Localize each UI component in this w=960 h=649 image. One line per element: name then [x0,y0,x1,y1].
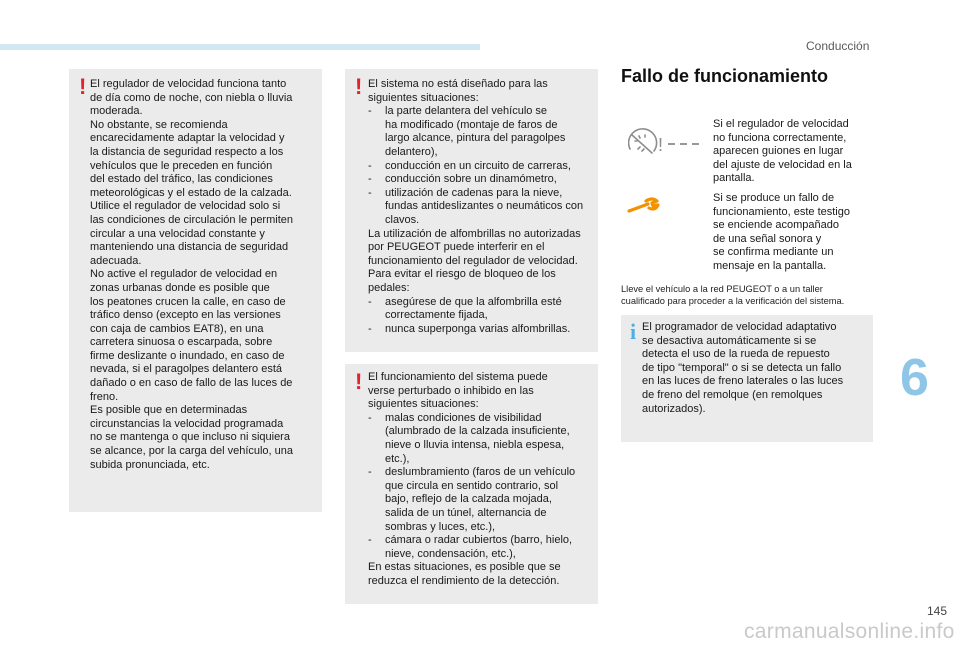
text-line: salida de un túnel, alternancia de [385,506,547,519]
text-line: delantero), [385,145,438,158]
text-line: encarecidamente adaptar la velocidad y [90,132,285,145]
page-number: 145 [927,604,948,618]
text-line: Es posible que en determinadas [90,404,248,417]
text-line: autorizados). [642,402,706,415]
text-line: correctamente fijada, [385,309,488,322]
text-line: conducción sobre un dinamómetro, [385,173,557,186]
speedometer-dashes-icon [628,127,704,159]
text-line: la parte delantera del vehículo se [385,105,548,118]
text-line: circunstancias la velocidad programada [90,417,284,430]
text-line: manteniendo una distancia de seguridad [90,241,289,254]
text-line: por PEUGEOT puede interferir en el [368,241,545,254]
text-line: con caja de cambios EAT8), en una [90,322,264,335]
text-line: largo alcance, pintura del paragolpes [385,132,566,145]
text-line: del ajuste de velocidad en la [713,158,852,171]
warning-box-cruise-conditions [69,69,322,512]
section-heading: Fallo de funcionamiento [621,66,829,86]
text-line: firme deslizante o inundado, en caso de [90,349,285,362]
text-line: las condiciones de circulación le permiten [90,213,293,226]
text-line: se enciende acompañado [713,219,839,232]
text-line: Utilice el regulador de velocidad solo si [90,200,281,213]
text-line: aparecen guiones en lugar [713,145,844,158]
header-color-bar [0,44,480,50]
text-line: subida pronunciada, etc. [90,458,210,471]
section-title: Conducción [806,39,870,53]
text-line: nevada, si el paragolpes delantero está [90,363,283,376]
text-line: sombras y luces, etc.), [385,520,496,533]
list-item: - malas condiciones de visibilidad (alumbrado de la calzada insuficiente, nieve o lluvia intensa, niebla espesa, etc.), [368,412,597,466]
text-line: de tipo "temporal" o si se detecta un fallo [642,361,842,374]
text-line: fundas antideslizantes o neumáticos con [385,200,584,213]
text-line: Lleve el vehículo a la red PEUGEOT o a un taller [621,284,823,294]
text-line: El funcionamiento del sistema puede [368,371,548,383]
text-line: clavos. [385,213,420,226]
text-line: asegúrese de que la alfombrilla esté [385,295,562,308]
text-line: El programador de velocidad adaptativo [642,321,837,333]
text-line: Si se produce un fallo de [713,192,835,204]
list-item: - conducción sobre un dinamómetro, [368,173,597,187]
list-item: - deslumbramiento (faros de un vehículo que circula en sentido contrario, sol bajo, reflejo de la calzada mojada, salida de un túnel, alternancia de sombras y luces, etc.), [368,466,597,534]
text-line: Si el regulador de velocidad [713,118,849,130]
warning-box-system-disruptions [345,364,598,604]
list-item: - la parte delantera del vehículo se ha modificado (montaje de faros de largo alcance, pintura del paragolpes delantero), [368,105,597,159]
text-line: siguientes situaciones: [368,398,479,411]
text-line: carretera sinuosa o escarpada, sobre [90,336,273,349]
text-line: ha modificado (montaje de faros de [385,118,558,131]
chapter-number: 6 [900,349,929,407]
text-line: en las luces de freno laterales o las luces [642,375,844,388]
text-line: reduzca el rendimiento de la detección. [368,574,560,587]
service-note [621,283,871,307]
text-line: pedales: [368,281,410,294]
warning-lamp-description [713,192,873,274]
text-line: los peatones crucen la calle, en caso de [90,295,286,308]
text-line: El sistema no está diseñado para las [368,78,548,90]
info-icon: i [630,319,637,344]
text-line: no se mantenga o que incluso ni siquiera [90,431,290,444]
text-line: No active el regulador de velocidad en [90,268,278,281]
text-line: verse perturbado o inhibido en las [368,384,534,397]
list-item: - asegúrese de que la alfombrilla esté correctamente fijada, [368,296,597,323]
text-line: se confirma mediante un [713,246,834,259]
text-line: que circula en sentido contrario, sol [385,479,559,492]
text-line: nieve, condensación, etc.), [385,547,516,560]
text-line: cámara o radar cubiertos (barro, hielo, [385,534,573,547]
text-line: de freno del remolque (en remolques [642,388,823,401]
text-line: La utilización de alfombrillas no autorizadas [368,227,581,240]
list-item: - utilización de cadenas para la nieve, fundas antideslizantes o neumáticos con clavos. [368,187,597,228]
text-line: funcionamiento, este testigo [713,205,850,218]
info-text [642,321,871,416]
text-line: pantalla. [713,172,755,185]
warning-icon: ! [79,74,87,99]
watermark: carmanualsonline.info [744,620,955,643]
text-line: cualificado para proceder a la verificación del sistema. [621,296,845,306]
warning-text [368,371,597,589]
list-item: - nunca superponga varias alfombrillas. [368,323,597,337]
text-line: de una señal sonora y [713,232,822,245]
text-line: moderada. [90,105,143,118]
text-line: dañado o en caso de fallo de las luces de [90,377,293,390]
text-line: zonas urbanas donde es posible que [90,281,270,294]
text-line: del estado del tráfico, las condiciones [90,173,273,186]
svg-text:!: ! [658,135,664,155]
text-line: nunca superponga varias alfombrillas. [385,322,571,335]
warning-text [368,78,597,336]
text-line: funcionamiento del regulador de velocidad. [368,254,578,267]
text-line: En estas situaciones, es posible que se [368,561,561,574]
text-line: vehículos que le preceden en función [90,159,273,172]
warning-icon: ! [355,369,363,394]
warning-text [90,78,320,472]
text-line: conducción en un circuito de carreras, [385,159,571,172]
text-line: Para evitar el riesgo de bloqueo de los [368,268,556,281]
text-line: siguientes situaciones: [368,91,479,104]
text-line: etc.), [385,452,410,465]
text-line: nieve o lluvia intensa, niebla espesa, [385,438,565,451]
text-line: (alumbrado de la calzada insuficiente, [385,425,570,438]
text-line: freno. [90,390,119,403]
text-line: adecuada. [90,254,142,267]
text-line: se alcance, por la carga del vehículo, una [90,445,294,458]
text-line: malas condiciones de visibilidad [385,411,542,424]
warning-icon: ! [355,74,363,99]
text-line: no funciona correctamente, [713,131,847,144]
text-line: circular a una velocidad constante y [90,227,265,240]
text-line: deslumbramiento (faros de un vehículo [385,466,576,479]
text-line: detecta el uso de la rueda de repuesto [642,348,830,361]
text-line: la distancia de seguridad respecto a los [90,145,284,158]
wrench-icon [626,196,660,216]
text-line: se desactiva automáticamente si se [642,334,817,347]
text-line: El regulador de velocidad funciona tanto [90,78,287,90]
info-box-adaptive-cruise [621,315,873,442]
text-line: bajo, reflejo de la calzada mojada, [385,493,552,506]
warning-box-system-limits [345,69,598,352]
text-line: de día como de noche, con niebla o lluvia [90,91,293,104]
text-line: meteorológicas y el estado de la calzada. [90,186,292,199]
text-line: mensaje en la pantalla. [713,259,827,272]
speedometer-fault-description [713,118,873,186]
text-line: utilización de cadenas para la nieve, [385,186,563,199]
text-line: tráfico denso (excepto en las versiones [90,309,281,322]
list-item: - cámara o radar cubiertos (barro, hielo, nieve, condensación, etc.), [368,534,597,561]
list-item: - conducción en un circuito de carreras, [368,160,597,174]
text-line: No obstante, se recomienda [90,118,228,131]
